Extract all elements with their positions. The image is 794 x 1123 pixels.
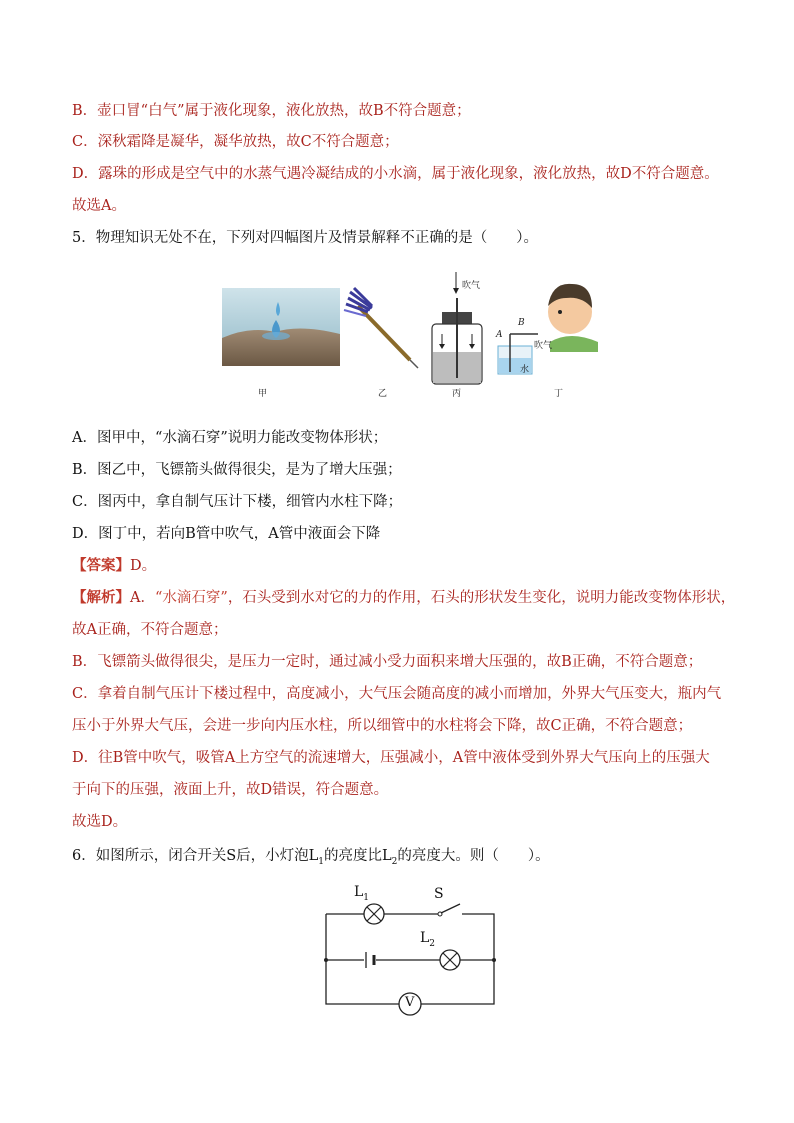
switch-s bbox=[438, 904, 460, 916]
q5-conclusion: 故选D。 bbox=[72, 814, 128, 830]
q5-analysis-d-line1: D．往B管中吹气，吸管A上方空气的流速增大，压强减小，A管中液体受到外界大气压向上的压强大 bbox=[72, 750, 710, 766]
q5-analysis-b: B．飞镖箭头做得很尖，是压力一定时，通过减小受力面积来增大压强的，故B正确，不符合题意； bbox=[72, 654, 703, 670]
q5-analysis-a-line2: 故A正确，不符合题意； bbox=[72, 622, 228, 638]
prev-option-b: B．壶口冒“白气”属于液化现象，液化放热，故B不符合题意； bbox=[72, 103, 471, 119]
fig-label-jia: 甲 bbox=[258, 389, 268, 399]
fig-ding-boy-blowing bbox=[498, 284, 598, 374]
q6-stem-part1: 6．如图所示，闭合开关S后，小灯泡L bbox=[72, 848, 319, 864]
label-voltmeter: V bbox=[405, 995, 415, 1010]
q6-stem-part2: 的亮度比L bbox=[324, 848, 392, 864]
fig-bing-blow-label: 吹气 bbox=[462, 281, 481, 291]
q6-sub2: 2 bbox=[391, 856, 398, 867]
fig-label-bing: 丙 bbox=[452, 389, 462, 399]
fig-ding-blow-label: 吹气 bbox=[534, 341, 553, 351]
answer-value: D。 bbox=[130, 558, 157, 574]
analysis-a-rest: ，石头受到水对它的力的作用，石头的形状发生变化，说明力能改变物体形状， bbox=[227, 590, 736, 606]
q5-answer bbox=[72, 556, 156, 576]
lamp-l2 bbox=[440, 950, 460, 970]
fig-ding-tube-a: A bbox=[496, 330, 503, 340]
analysis-a-quote: “水滴石穿” bbox=[154, 590, 228, 606]
fig-label-yi: 乙 bbox=[378, 389, 388, 399]
q5-analysis-d-line2: 于向下的压强，液面上升，故D错误，符合题意。 bbox=[72, 782, 389, 798]
q6-stem-part3: 的亮度大。则（ ）。 bbox=[397, 848, 550, 864]
q6-stem bbox=[72, 846, 550, 872]
q5-figure bbox=[220, 268, 600, 400]
analysis-a-prefix: A． bbox=[130, 590, 155, 606]
lamp-l1 bbox=[364, 904, 384, 924]
q5-stem: 5．物理知识无处不在，下列对四幅图片及情景解释不正确的是（ ）。 bbox=[72, 230, 538, 246]
fig-ding-tube-b: B bbox=[518, 318, 525, 328]
fig-label-ding: 丁 bbox=[554, 389, 564, 399]
fig-jia-rock-drop bbox=[222, 288, 340, 366]
label-l2: $L_2$ bbox=[420, 930, 436, 949]
q5-option-c: C．图丙中，拿自制气压计下楼，细管内水柱下降； bbox=[72, 494, 403, 510]
prev-option-c: C．深秋霜降是凝华，凝华放热，故C不符合题意； bbox=[72, 134, 399, 150]
prev-conclusion: 故选A。 bbox=[72, 198, 126, 214]
q5-analysis-a bbox=[72, 588, 735, 608]
label-switch: S bbox=[434, 886, 444, 902]
q5-option-a: A．图甲中，“水滴石穿”说明力能改变物体形状； bbox=[72, 430, 388, 446]
analysis-tag: 【解析】 bbox=[72, 589, 130, 606]
q6-sub1: 1 bbox=[318, 856, 325, 867]
answer-tag: 【答案】 bbox=[72, 557, 130, 574]
prev-option-d: D．露珠的形成是空气中的水蒸气遇冷凝结成的小水滴，属于液化现象，液化放热，故D不符合题意。 bbox=[72, 166, 719, 182]
q6-circuit-diagram bbox=[316, 882, 506, 1022]
fig-ding-water: 水 bbox=[520, 365, 530, 375]
q5-option-d: D．图丁中，若向B管中吹气，A管中液面会下降 bbox=[72, 526, 381, 542]
q5-analysis-c-line2: 压小于外界大气压，会进一步向内压水柱，所以细管中的水柱将会下降，故C正确，不符合题意； bbox=[72, 718, 693, 734]
q5-analysis-c-line1: C．拿着自制气压计下楼过程中，高度减小，大气压会随高度的减小而增加，外界大气压变大，瓶内气 bbox=[72, 686, 722, 702]
label-l1: $L_1$ bbox=[354, 884, 370, 903]
q5-option-b: B．图乙中，飞镖箭头做得很尖，是为了增大压强； bbox=[72, 462, 402, 478]
fig-yi-dart bbox=[344, 288, 418, 368]
